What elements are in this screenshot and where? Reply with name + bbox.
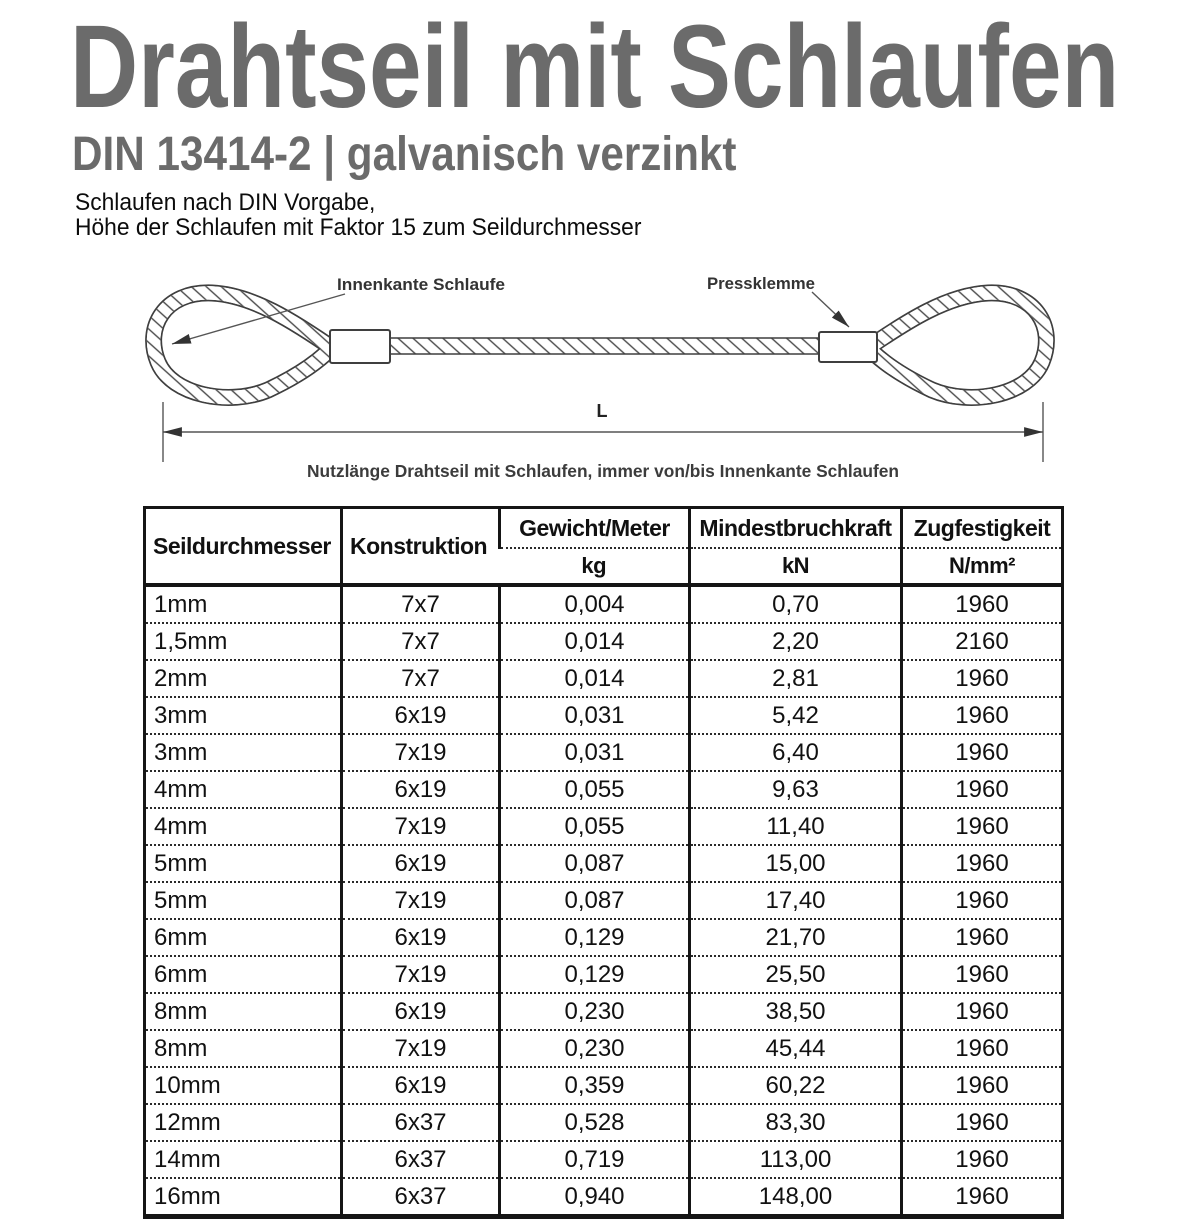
leader-line-pressklemme <box>812 292 849 327</box>
col-unit-nmm2: N/mm² <box>902 548 1063 585</box>
table-cell: 12mm <box>145 1104 342 1141</box>
col-unit-kn: kN <box>690 548 902 585</box>
table-cell: 0,230 <box>500 1030 690 1067</box>
table-cell: 7x7 <box>342 623 500 660</box>
table-cell: 0,055 <box>500 771 690 808</box>
table-cell: 1960 <box>902 1178 1063 1217</box>
table-cell: 148,00 <box>690 1178 902 1217</box>
table-cell: 0,129 <box>500 956 690 993</box>
table-cell: 1960 <box>902 993 1063 1030</box>
table-cell: 2mm <box>145 660 342 697</box>
table-cell: 11,40 <box>690 808 902 845</box>
page-subtitle: DIN 13414-2 | galvanisch verzinkt <box>72 128 737 181</box>
table-row <box>145 660 1063 697</box>
table-cell: 7x19 <box>342 956 500 993</box>
col-header-konstruktion: Konstruktion <box>342 508 500 586</box>
table-row <box>145 585 1063 623</box>
table-cell: 6x19 <box>342 697 500 734</box>
table-cell: 0,359 <box>500 1067 690 1104</box>
table-cell: 1960 <box>902 1104 1063 1141</box>
table-cell: 1960 <box>902 845 1063 882</box>
right-loop <box>862 293 1046 398</box>
table-cell: 17,40 <box>690 882 902 919</box>
col-header-mindestbruchkraft: Mindestbruchkraft <box>690 508 902 549</box>
col-header-gewicht-meter: Gewicht/Meter <box>500 508 690 549</box>
intro-text <box>75 191 641 240</box>
intro-line-1: Schlaufen nach DIN Vorgabe, <box>75 189 376 216</box>
table-cell: 25,50 <box>690 956 902 993</box>
table-cell: 0,087 <box>500 845 690 882</box>
table-cell: 6mm <box>145 919 342 956</box>
table-row <box>145 1030 1063 1067</box>
table-row <box>145 697 1063 734</box>
table-cell: 0,70 <box>690 585 902 623</box>
table-cell: 4mm <box>145 808 342 845</box>
table-cell: 9,63 <box>690 771 902 808</box>
table-cell: 4mm <box>145 771 342 808</box>
wire-rope-diagram <box>0 250 1200 506</box>
table-cell: 1mm <box>154 590 208 618</box>
table-cell: 15,00 <box>690 845 902 882</box>
table-cell: 6x19 <box>342 1067 500 1104</box>
rope-middle <box>385 338 821 354</box>
table-cell: 21,70 <box>690 919 902 956</box>
table-cell: 1960 <box>902 882 1063 919</box>
table-row <box>145 882 1063 919</box>
table-cell: 1960 <box>902 660 1063 697</box>
table-cell: 5mm <box>145 882 342 919</box>
table-cell: 1960 <box>902 771 1063 808</box>
table-cell: 7x7 <box>342 585 500 623</box>
table-row <box>145 919 1063 956</box>
label-innenkante-schlaufe: Innenkante Schlaufe <box>337 275 505 294</box>
spec-table-header <box>145 508 1063 586</box>
left-loop <box>154 293 338 398</box>
table-cell: 8mm <box>145 993 342 1030</box>
table-cell: 5,42 <box>690 697 902 734</box>
col-header-seildurchmesser: Seildurchmesser <box>145 508 342 586</box>
table-cell: 113,00 <box>690 1141 902 1178</box>
table-cell: 2,20 <box>690 623 902 660</box>
table-cell: 0,055 <box>500 808 690 845</box>
table-cell: 7x19 <box>342 808 500 845</box>
table-cell: 1960 <box>902 808 1063 845</box>
intro-line-2: Höhe der Schlaufen mit Faktor 15 zum Seildurchmesser <box>75 213 642 241</box>
table-cell: 6x19 <box>342 993 500 1030</box>
table-cell: 10mm <box>145 1067 342 1104</box>
table-cell: 2160 <box>902 623 1063 660</box>
table-cell: 6x19 <box>342 771 500 808</box>
col-header-zugfestigkeit: Zugfestigkeit <box>902 508 1063 549</box>
table-cell: 7x19 <box>342 882 500 919</box>
table-row <box>145 771 1063 808</box>
table-row <box>145 956 1063 993</box>
table-cell: 1,5mm <box>145 623 342 660</box>
table-cell: 3mm <box>145 734 342 771</box>
table-cell: 1960 <box>902 1141 1063 1178</box>
label-pressklemme: Pressklemme <box>707 274 815 293</box>
table-cell: 60,22 <box>690 1067 902 1104</box>
table-cell: 0,014 <box>500 660 690 697</box>
table-cell: 38,50 <box>690 993 902 1030</box>
table-cell: 3mm <box>145 697 342 734</box>
table-cell: 6x19 <box>342 919 500 956</box>
table-cell: 0,940 <box>500 1178 690 1217</box>
table-cell: 1960 <box>902 1067 1063 1104</box>
table-cell: 7x7 <box>342 660 500 697</box>
table-cell: 0,528 <box>500 1104 690 1141</box>
spec-table <box>143 506 1064 1219</box>
table-row <box>145 1067 1063 1104</box>
table-cell: 0,087 <box>500 882 690 919</box>
table-cell: 6x19 <box>342 845 500 882</box>
table-row <box>145 623 1063 660</box>
table-cell: 0,719 <box>500 1141 690 1178</box>
table-cell: 16mm <box>145 1178 342 1217</box>
table-row <box>145 808 1063 845</box>
table-cell: 1960 <box>902 697 1063 734</box>
table-cell: 1960 <box>902 956 1063 993</box>
table-cell: 0,004 <box>500 585 690 623</box>
col-unit-kg: kg <box>500 548 690 585</box>
table-cell: 7x19 <box>342 734 500 771</box>
table-cell: 8mm <box>145 1030 342 1067</box>
spec-table-body <box>145 585 1063 1217</box>
page-title: Drahtseil mit Schlaufen <box>70 1 1120 133</box>
ferrule-left <box>330 330 390 363</box>
table-row <box>145 734 1063 771</box>
table-cell: 6x37 <box>342 1104 500 1141</box>
dimension-letter: L <box>596 401 608 421</box>
table-cell: 1960 <box>902 734 1063 771</box>
table-row <box>145 1141 1063 1178</box>
table-cell: 0,031 <box>500 734 690 771</box>
table-row <box>145 845 1063 882</box>
table-cell: 14mm <box>145 1141 342 1178</box>
table-row <box>145 1104 1063 1141</box>
table-cell: 6,40 <box>690 734 902 771</box>
table-cell: 83,30 <box>690 1104 902 1141</box>
table-cell: 0,230 <box>500 993 690 1030</box>
table-row <box>145 1178 1063 1217</box>
table-cell: 45,44 <box>690 1030 902 1067</box>
table-cell: 6x37 <box>342 1141 500 1178</box>
table-cell: 2,81 <box>690 660 902 697</box>
table-cell: 0,031 <box>500 697 690 734</box>
table-cell: 1960 <box>902 585 1063 623</box>
table-row <box>145 993 1063 1030</box>
table-cell: 1960 <box>902 919 1063 956</box>
table-cell: 0,129 <box>500 919 690 956</box>
diagram-caption: Nutzlänge Drahtseil mit Schlaufen, immer von/bis Innenkante Schlaufen <box>307 461 899 481</box>
ferrule-right <box>819 332 877 362</box>
table-cell: 1960 <box>902 1030 1063 1067</box>
table-cell: 6x37 <box>342 1178 500 1217</box>
table-cell: 0,014 <box>500 623 690 660</box>
table-cell: 7x19 <box>342 1030 500 1067</box>
table-cell: 6mm <box>145 956 342 993</box>
table-cell: 5mm <box>145 845 342 882</box>
